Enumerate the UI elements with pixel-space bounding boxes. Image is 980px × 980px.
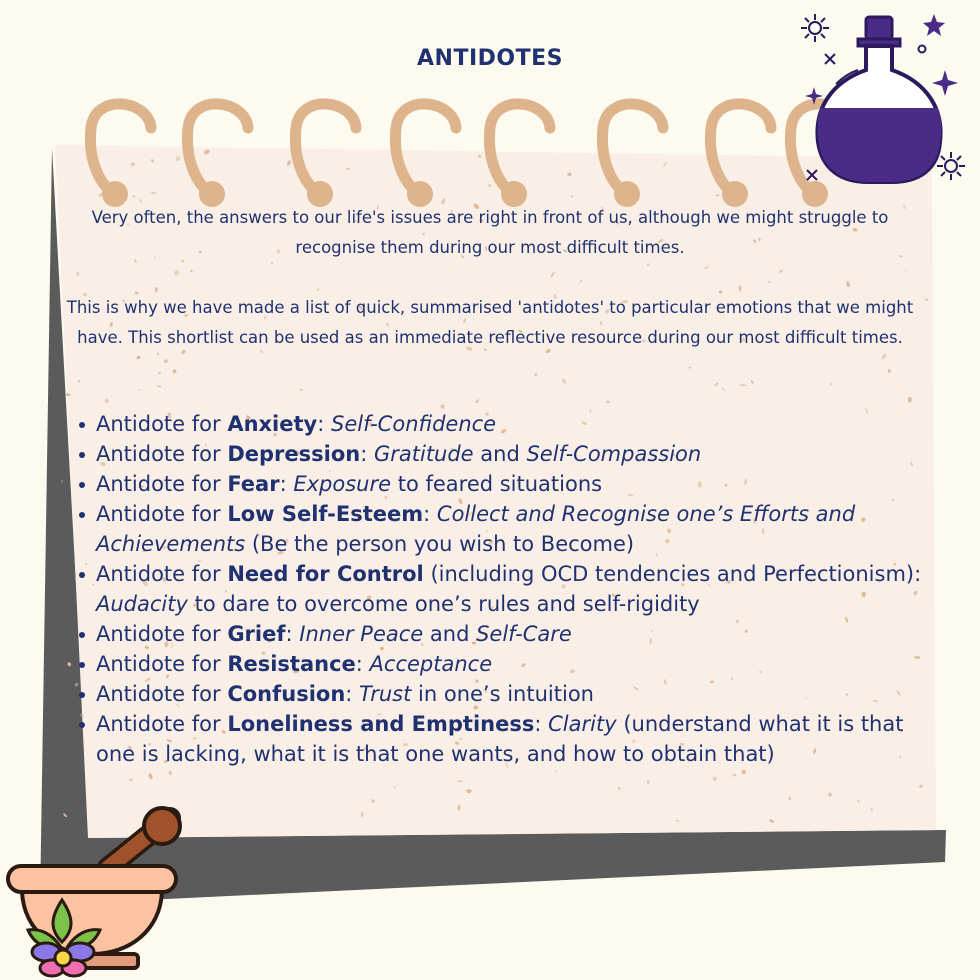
antidote-item bbox=[96, 469, 936, 499]
antidote-separator: : bbox=[285, 622, 300, 646]
antidote-remedy: Gratitude bbox=[373, 442, 474, 466]
paper-speckle bbox=[716, 194, 720, 196]
antidote-emotion: Loneliness and Emptiness bbox=[227, 712, 535, 736]
antidote-detail: (understand what it is that one is lacking, what it is that one wants, and how to obtain that) bbox=[96, 712, 904, 766]
antidote-remedy: Trust bbox=[359, 682, 412, 706]
antidote-prefix: Antidote for bbox=[96, 502, 228, 526]
antidote-detail: to dare to overcome one’s rules and self-rigidity bbox=[187, 592, 700, 616]
antidote-separator: : bbox=[423, 502, 437, 526]
antidote-emotion: Fear bbox=[227, 472, 280, 496]
antidote-prefix: Antidote for bbox=[96, 412, 228, 436]
antidote-detail: in one’s intuition bbox=[411, 682, 594, 706]
antidote-remedy: Audacity bbox=[96, 592, 188, 616]
antidote-prefix: Antidote for bbox=[96, 562, 228, 586]
antidote-item bbox=[96, 439, 936, 469]
antidote-remedy: Acceptance bbox=[369, 652, 493, 676]
antidote-emotion: Anxiety bbox=[227, 412, 318, 436]
antidote-remedy: Exposure bbox=[293, 472, 392, 496]
antidote-separator: : bbox=[345, 682, 360, 706]
paper-speckle bbox=[458, 805, 461, 811]
antidote-prefix: Antidote for bbox=[96, 652, 228, 676]
antidote-item bbox=[96, 679, 936, 709]
antidote-prefix: Antidote for bbox=[96, 622, 228, 646]
antidote-item bbox=[96, 649, 936, 679]
antidote-emotion: Low Self-Esteem bbox=[227, 502, 424, 526]
antidote-prefix: Antidote for bbox=[96, 472, 228, 496]
antidote-emotion: Grief bbox=[227, 622, 286, 646]
antidote-item bbox=[96, 709, 936, 769]
antidote-detail: and bbox=[473, 442, 527, 466]
antidote-separator: : bbox=[355, 652, 370, 676]
antidote-list bbox=[96, 409, 936, 769]
antidote-item bbox=[96, 409, 936, 439]
antidote-prefix: Antidote for bbox=[96, 682, 228, 706]
antidote-emotion: Confusion bbox=[227, 682, 346, 706]
antidote-prefix: Antidote for bbox=[96, 712, 228, 736]
antidote-detail: and bbox=[423, 622, 477, 646]
antidote-detail: (including OCD tendencies and Perfectionism): bbox=[430, 562, 922, 586]
antidote-emotion: Resistance bbox=[227, 652, 356, 676]
antidote-emotion: Need for Control bbox=[227, 562, 424, 586]
antidote-remedy: Inner Peace bbox=[299, 622, 424, 646]
antidote-separator: : bbox=[317, 412, 331, 436]
antidote-emotion: Depression bbox=[227, 442, 361, 466]
antidote-separator: : bbox=[279, 472, 294, 496]
antidote-detail: (Be the person you wish to Become) bbox=[245, 532, 635, 556]
antidote-remedy: Self-Compassion bbox=[526, 442, 702, 466]
antidote-item bbox=[96, 559, 936, 619]
antidote-separator: : bbox=[360, 442, 374, 466]
antidote-item bbox=[96, 499, 936, 559]
potion-bottle-icon bbox=[817, 17, 941, 182]
intro-text bbox=[55, 203, 925, 353]
intro-paragraph-2: This is why we have made a list of quick, summarised 'antidotes' to particular emotions that we might have. This shortlist can be used as an immediate reflective resource during our most difficult times. bbox=[66, 298, 914, 347]
page-title: ANTIDOTES bbox=[417, 46, 563, 71]
antidote-detail: to feared situations bbox=[391, 472, 603, 496]
antidote-remedy: Self-Confidence bbox=[331, 412, 497, 436]
antidote-remedy: Clarity bbox=[548, 712, 617, 736]
antidote-remedy: Self-Care bbox=[476, 622, 572, 646]
antidote-remedy: Collect and Recognise one’s Efforts and Achievements bbox=[96, 502, 856, 556]
antidote-prefix: Antidote for bbox=[96, 442, 228, 466]
antidote-separator: : bbox=[534, 712, 549, 736]
antidote-item bbox=[96, 619, 936, 649]
intro-paragraph-1: Very often, the answers to our life's issues are right in front of us, although we might struggle to recognise them during our most difficult times. bbox=[91, 208, 889, 257]
